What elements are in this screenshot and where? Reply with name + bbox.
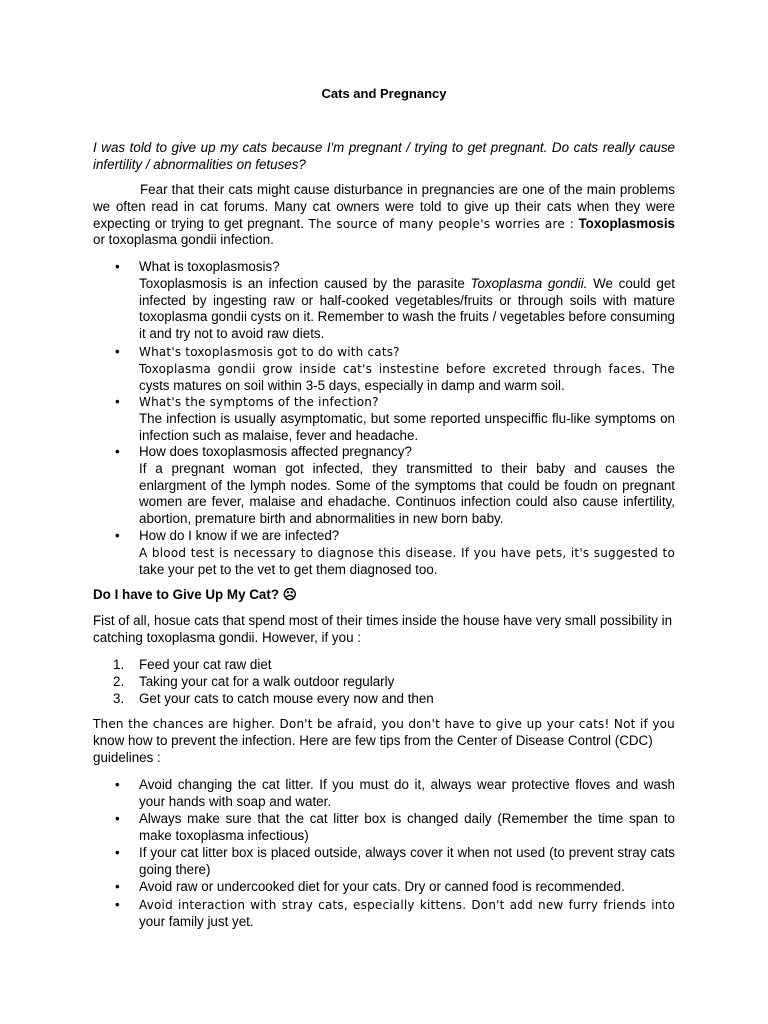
faq-answer: If a pregnant woman got infected, they transmitted to their baby and causes the enlargment of the lymph nodes. Some of the symptoms that could be foudn on pregnant women are fever, malaise and ehadache. Continuos infection could also cause infertility, abortion, premature birth and abnormalities in new born baby.: [139, 460, 675, 527]
faq-answer: The infection is usually asymptomatic, but some reported unspeciffic flu-like symptoms on infection such as malaise, fever and headache.: [139, 410, 675, 443]
bullet-icon: •: [115, 777, 120, 792]
bullet-icon: •: [115, 811, 120, 826]
intro-paragraph: [93, 182, 675, 249]
faq-answer-line: Toxoplasma gondii grow inside cat's instestine before excreted through faces. The: [139, 361, 675, 376]
faq-question: What's the symptoms of the infection?: [139, 395, 379, 409]
list-number: 1.: [113, 657, 125, 672]
faq-question: How does toxoplasmosis affected pregnancy?: [139, 444, 412, 459]
list-number: 2.: [113, 674, 125, 689]
faq-question: How do I know if we are infected?: [139, 528, 340, 543]
intro-bold-term: Toxoplasmosis: [578, 215, 675, 231]
intro-tail: or toxoplasma gondii infection.: [93, 232, 274, 248]
page-title: Cats and Pregnancy: [321, 86, 447, 101]
intro-text-2: The source of many people's worries are :: [303, 216, 574, 231]
bullet-icon: •: [115, 845, 120, 860]
faq-answer: Toxoplasmosis is an infection caused by the parasite Toxoplasma gondii. We could get infected by ingesting raw or half-cooked vegetables/fruits or through soils with mature toxoplasma gondii cysts on it. Remember to wash the fruits / vegetables before consuming it and try not to avoid raw diets.: [139, 275, 675, 342]
bullet-icon: •: [115, 259, 120, 274]
bullet-icon: •: [115, 879, 120, 894]
document-page: Cats and Pregnancy I was told to give up my cats because I'm pregnant / trying to get pregnant. Do cats really cause infertility / abnormalities on fetuses? Fear that their cats might cause disturbance in pregnancies are one of the main problems we often read in cat forums. Many cat owners were told to give up their cats when they were expecting or trying to get pregnant. The source of many people's worries are : Toxoplasmosis or toxoplasma gondii infection. • What is toxoplasmosis? Toxoplasmosis is an infection caused by the parasite Toxoplasma gondii. We could get infected by ingesting raw or half-cooked vegetables/fruits or through soils with mature toxoplasma gondii cysts on it. Remember to wash the fruits / vegetables before consuming it and try not to avoid raw diets. • What's toxoplasmosis got to do with cats? Toxoplasma gondii grow inside cat's instestine before excreted through faces. The cysts matures on soil within 3-5 days, especially in damp and warm soil. • What's the symptoms of the infection? The infection is usually asymptomatic, but some reported unspeciffic flu-like symptoms on infection such as malaise, fever and headache. • How does toxoplasmosis affected pregnancy? If a pregnant woman got infected, they transmitted to their baby and causes the enlargment of the lymph nodes. Some of the symptoms that could be foudn on pregnant women are fever, malaise and ehadache. Continuos infection could also cause infertility, abortion, premature birth and abnormalities in new born baby. • How do I know if we are infected? A blood test is necessary to diagnose this disease. If you have pets, it's suggested to take your pet to the vet to get them diagnosed too. Do I have to Give Up My Cat? ☹ Fist of all, hosue cats that spend most of their times inside the house have very small possibility in catching toxoplasma gondii. However, if you : 1. Feed your cat raw diet 2. Taking your cat for a walk outdoor regularly 3. Get your cats to catch mouse every now and then Then the chances are higher. Don't be afraid, you don't have to give up your cats! Not if you know how to prevent the infection. Here are few tips from the Center of Disease Control (CDC) guidelines : • Avoid changing the cat litter. If you must do it, always wear protective floves and wash your hands with soap and water. • Always make sure that the cat litter box is changed daily (Remember the time span to make toxoplasma infectious) • If your cat litter box is placed outside, always cover it when not used (to prevent stray cats going there) • Avoid raw or undercooked diet for your cats. Dry or canned food is recommended. • Avoid interaction with stray cats, especially kittens. Don't add new furry friends into your family just yet.: [0, 0, 768, 1024]
faq-answer-line: cysts matures on soil within 3-5 days, especially in damp and warm soil.: [139, 377, 565, 393]
faq-answer-em: Toxoplasma gondii.: [470, 275, 588, 291]
bullet-icon: •: [115, 528, 120, 543]
bullet-icon: •: [115, 344, 120, 359]
faq-answer-line: A blood test is necessary to diagnose this disease. If you have pets, it's suggested to: [139, 545, 675, 560]
faq-answer-line: take your pet to the vet to get them diagnosed too.: [139, 561, 438, 577]
list-number: 3.: [113, 691, 125, 706]
bullet-icon: •: [115, 897, 120, 912]
section2-paragraph: Fist of all, hosue cats that spend most of their times inside the house have very small possibility in catching toxoplasma gondii. However, if you :: [93, 613, 673, 645]
faq-question: What's toxoplasmosis got to do with cats?: [139, 345, 400, 359]
bullet-icon: •: [115, 394, 120, 409]
intro-question: I was told to give up my cats because I'm pregnant / trying to get pregnant. Do cats really cause infertility / abnormalities on fetuses?: [93, 140, 675, 172]
section2-paragraph-2: Then the chances are higher. Don't be afraid, you don't have to give up your cats! Not if you know how to prevent the infection. Here are few tips from the Center of Disease Control (CDC) guidelines :: [93, 717, 675, 765]
bullet-icon: •: [115, 444, 120, 459]
section-heading: Do I have to Give Up My Cat? ☹: [93, 587, 297, 602]
faq-question: What is toxoplasmosis?: [139, 259, 280, 274]
intro-text: Fear that their cats might cause disturbance in pregnancies are one of the main problems we often read in cat forums. Many cat owners were told to give up their cats when they were expecting or trying to get pregnant.: [93, 182, 675, 231]
